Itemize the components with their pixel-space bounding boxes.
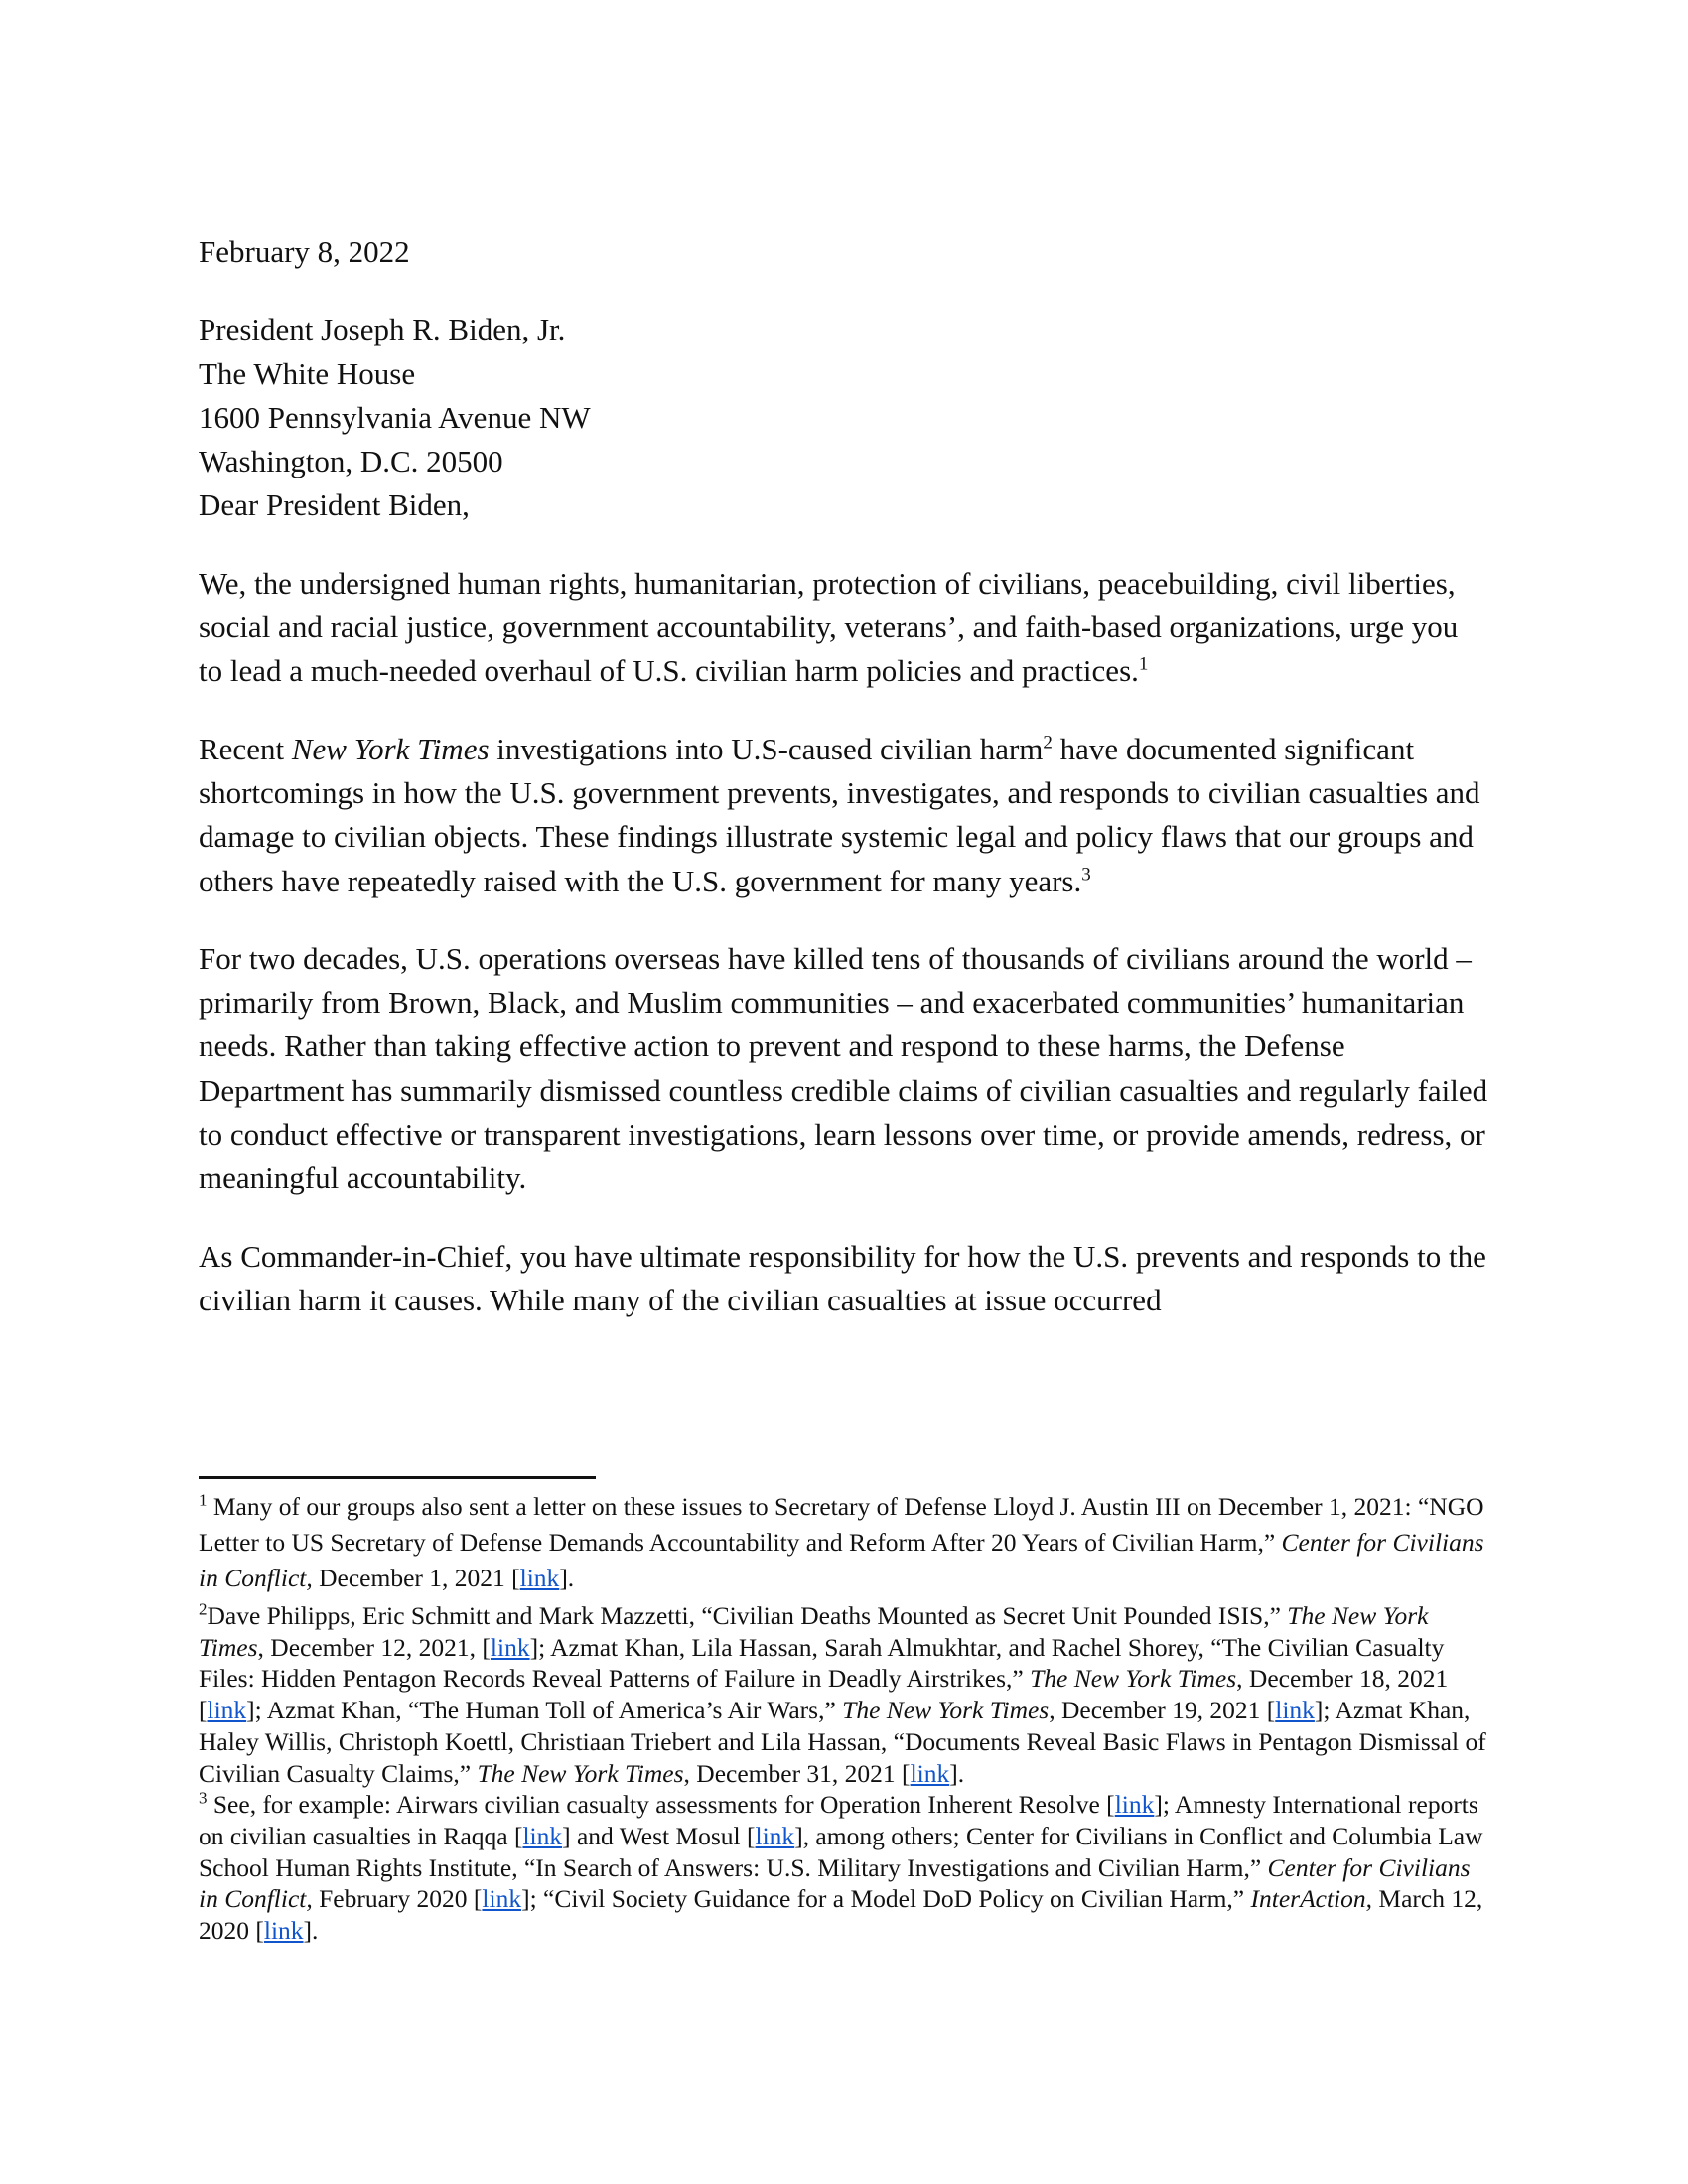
link[interactable]: link — [207, 1696, 247, 1725]
publication-name: The New York Times — [842, 1696, 1050, 1725]
letter-date: February 8, 2022 — [199, 234, 410, 269]
publication-name: Center for Civilians in Conflict, — [199, 1852, 1471, 1914]
paragraph-2 — [199, 728, 1489, 903]
paragraph-text: We, the undersigned human rights, humanitarian, protection of civilians, peacebuilding, civil liberties, social and racial justice, government accountability, veterans’, and faith-based organizations, urge you to lead a much-needed overhaul of U.S. civilian harm policies and practices. — [199, 565, 1459, 689]
footnote-text: ]; Azmat Khan, “The Human Toll of America’s Air Wars,” — [246, 1696, 843, 1725]
link[interactable]: link — [490, 1632, 530, 1662]
footnotes — [199, 1489, 1489, 1947]
link[interactable]: link — [522, 1821, 563, 1850]
footnote-3 — [199, 1789, 1489, 1947]
address-line: 1600 Pennsylvania Avenue NW — [199, 399, 591, 435]
footnote-number: 2 — [199, 1599, 208, 1619]
publication-name: InterAction, — [1250, 1884, 1373, 1914]
salutation: Dear President Biden, — [199, 487, 470, 523]
address-line: The White House — [199, 355, 416, 391]
footnote-text: Many of our groups also sent a letter on these issues to Secretary of Defense Lloyd J. Austin III on December 1, 2021: “NGO Letter to US Secretary of Defense Demands Accountability and Reform After 20 Years of Civilian Harm,” — [199, 1492, 1484, 1557]
footnote-2 — [199, 1600, 1489, 1789]
footnote-text: ]. — [949, 1758, 965, 1788]
link[interactable]: link — [910, 1758, 950, 1788]
footnote-text: ]. — [303, 1916, 319, 1946]
address-line: Washington, D.C. 20500 — [199, 444, 503, 479]
footnote-text: ] and West Mosul [ — [562, 1821, 756, 1850]
publication-name: The New York Times — [1030, 1664, 1237, 1694]
footnote-text: , December 18, 2021 [ — [199, 1664, 1449, 1725]
paragraph-3: For two decades, U.S. operations overseas have killed tens of thousands of civilians around the world – primarily from Brown, Black, and Muslim communities – and exacerbated communities’ humanitarian needs. Rather than taking effective action to prevent and respond to these harms, the Defense Department has summarily dismissed countless credible claims of civilian casualties and regularly failed to conduct effective or transparent investigations, learn lessons over time, or provide amends, redress, or meaningful accountability. — [199, 940, 1488, 1196]
footnote-separator — [199, 1476, 596, 1479]
publication-name: The New York Times — [477, 1758, 684, 1788]
footnote-text: ], among others; Center for Civilians in Conflict and Columbia Law School Human Rights Institute, “In Search of Answers: U.S. Military Investigations and Civilian Harm,” — [199, 1821, 1483, 1882]
link[interactable]: link — [263, 1916, 304, 1946]
footnote-text: See, for example: Airwars civilian casualty assessments for Operation Inherent Resolve [ — [207, 1790, 1115, 1820]
footnote-text: February 2020 [ — [312, 1884, 483, 1914]
link[interactable]: link — [482, 1884, 522, 1914]
footnote-text: ]; “Civil Society Guidance for a Model DoD Policy on Civilian Harm,” — [521, 1884, 1251, 1914]
footnote-text: Dave Philipps, Eric Schmitt and Mark Mazzetti, “Civilian Deaths Mounted as Secret Unit Pounded ISIS,” — [207, 1601, 1288, 1630]
footnote-number: 1 — [199, 1490, 208, 1510]
footnote-ref[interactable]: 2 — [1043, 732, 1053, 753]
publication-name: The New York Times — [199, 1601, 1429, 1662]
footnote-text: December 1, 2021 [ — [312, 1564, 520, 1592]
footnote-text: ]; Azmat Khan, Lila Hassan, Sarah Almukhtar, and Rachel Shorey, “The Civilian Casualty Files: Hidden Pentagon Records Reveal Patterns of Failure in Deadly Airstrikes,” — [199, 1632, 1445, 1694]
publication-name: New York Times — [291, 731, 490, 766]
link[interactable]: link — [519, 1564, 560, 1592]
footnote-text: , December 19, 2021 [ — [1049, 1696, 1276, 1725]
paragraph-text: have documented significant shortcomings in how the U.S. government prevents, investigates, and responds to civilian casualties and damage to civilian objects. These findings illustrate systemic legal and policy flaws that our groups and others have repeatedly raised with the U.S. government for many years. — [199, 731, 1480, 898]
footnote-ref[interactable]: 3 — [1081, 864, 1091, 886]
publication-name: Center for Civilians in Conflict, — [199, 1528, 1484, 1592]
paragraph-1 — [199, 562, 1489, 694]
link[interactable]: link — [1114, 1790, 1155, 1820]
footnote-number: 3 — [199, 1788, 208, 1808]
footnote-text: ]; Amnesty International reports on civilian casualties in Raqqa [ — [199, 1790, 1478, 1850]
footnote-text: ]. — [559, 1564, 575, 1592]
footnote-text: , December 31, 2021 [ — [683, 1758, 911, 1788]
address-line: President Joseph R. Biden, Jr. — [199, 312, 566, 347]
link[interactable]: link — [1275, 1696, 1315, 1725]
link[interactable]: link — [755, 1821, 795, 1850]
footnote-text: March 12, 2020 [ — [199, 1884, 1483, 1946]
letter-body — [199, 230, 1489, 1322]
paragraph-text: Recent — [199, 731, 292, 766]
footnote-text: ]; Azmat Khan, Haley Willis, Christoph Koettl, Christiaan Triebert and Lila Hassan, “Documents Reveal Basic Flaws in Pentagon Dismissal of Civilian Casualty Claims,” — [199, 1696, 1486, 1788]
footnote-1 — [199, 1489, 1489, 1596]
footnote-text: , December 12, 2021, [ — [257, 1632, 491, 1662]
footnote-ref[interactable]: 1 — [1138, 654, 1149, 676]
paragraph-text: investigations into U.S-caused civilian harm — [489, 731, 1044, 766]
paragraph-4: As Commander-in-Chief, you have ultimate responsibility for how the U.S. prevents and responds to the civilian harm it causes. While many of the civilian casualties at issue occurred — [199, 1238, 1486, 1317]
